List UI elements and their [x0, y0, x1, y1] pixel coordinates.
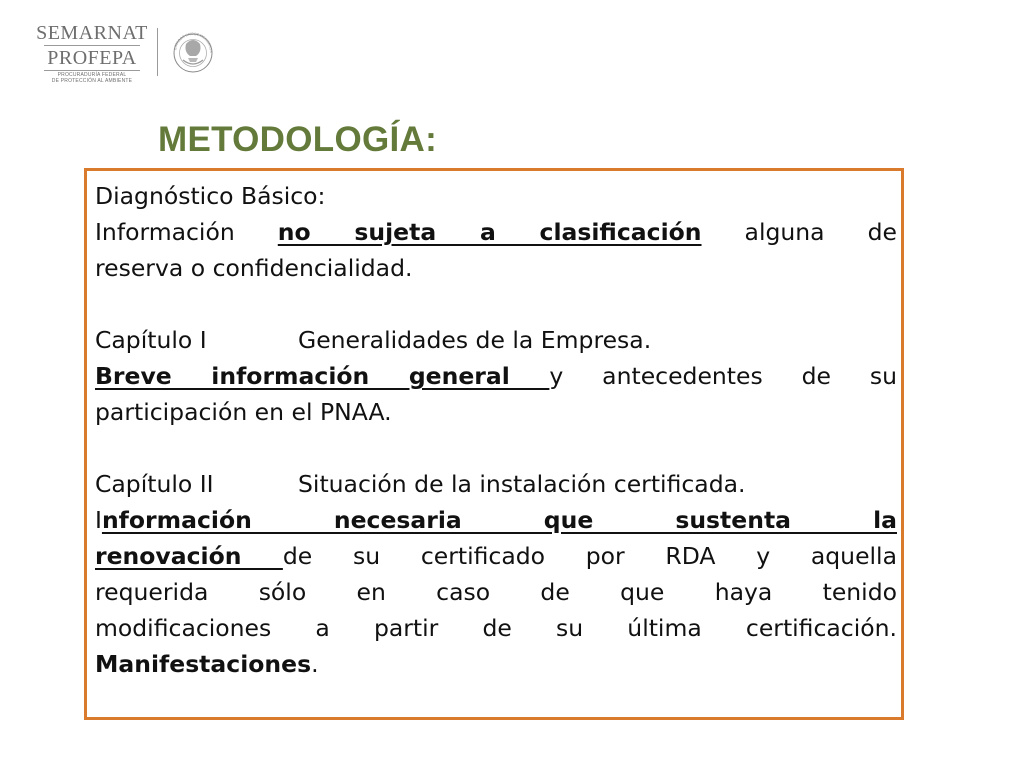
chapter2-line-4: modificaciones a partir de su última certificación.: [95, 614, 897, 642]
semarnat-profepa-logo: [36, 22, 226, 98]
national-seal-icon: [172, 22, 214, 84]
chapter2-line-5: Manifestaciones.: [95, 650, 319, 678]
logo-rule: [44, 45, 140, 46]
chapter2-emphasis-1: nformación necesaria que sustenta la: [101, 506, 897, 534]
seal-text: ESTADOS UNIDOS MEXICANOS: [173, 31, 214, 53]
basic-line-1: Información no sujeta a clasificación alguna de: [95, 218, 897, 246]
page-title: METODOLOGÍA:: [158, 120, 438, 159]
logo-rule-2: [44, 70, 140, 71]
chapter1-line-2: participación en el PNAA.: [95, 398, 392, 426]
chapter2-line-2: renovación de su certificado por RDA y aquella: [95, 542, 897, 570]
chapter1-emphasis: Breve información general: [95, 362, 550, 390]
spacer: [95, 286, 897, 322]
chapter2-line-1: Información necesaria que sustenta la: [95, 506, 897, 534]
logo-subline-1: PROCURADURÍA FEDERAL: [57, 72, 127, 78]
chapter2-emphasis-2: renovación: [95, 542, 283, 570]
chapter2-heading: Capítulo II Situación de la instalación certificada.: [95, 470, 746, 498]
logo-semarnat: SEMARNAT: [36, 22, 148, 44]
basic-emphasis: no sujeta a clasificación: [277, 218, 702, 246]
logo-subline-2: DE PROTECCIÓN AL AMBIENTE: [51, 78, 133, 84]
chapter1-heading: Capítulo I Generalidades de la Empresa.: [95, 326, 652, 354]
chapter1-line-1: Breve información general y antecedentes de su: [95, 362, 898, 390]
logo-profepa: PROFEPA: [47, 47, 137, 69]
spacer-2: [95, 430, 897, 466]
chapter2-line-3: requerida sólo en caso de que haya tenido: [95, 578, 897, 606]
content-text: [95, 178, 897, 682]
logo-text-block: [36, 22, 148, 84]
basic-heading: Diagnóstico Básico:: [95, 182, 326, 210]
logo-divider: [157, 28, 158, 76]
manifestaciones-text: Manifestaciones: [95, 650, 312, 678]
basic-line-2: reserva o confidencialidad.: [95, 254, 413, 282]
